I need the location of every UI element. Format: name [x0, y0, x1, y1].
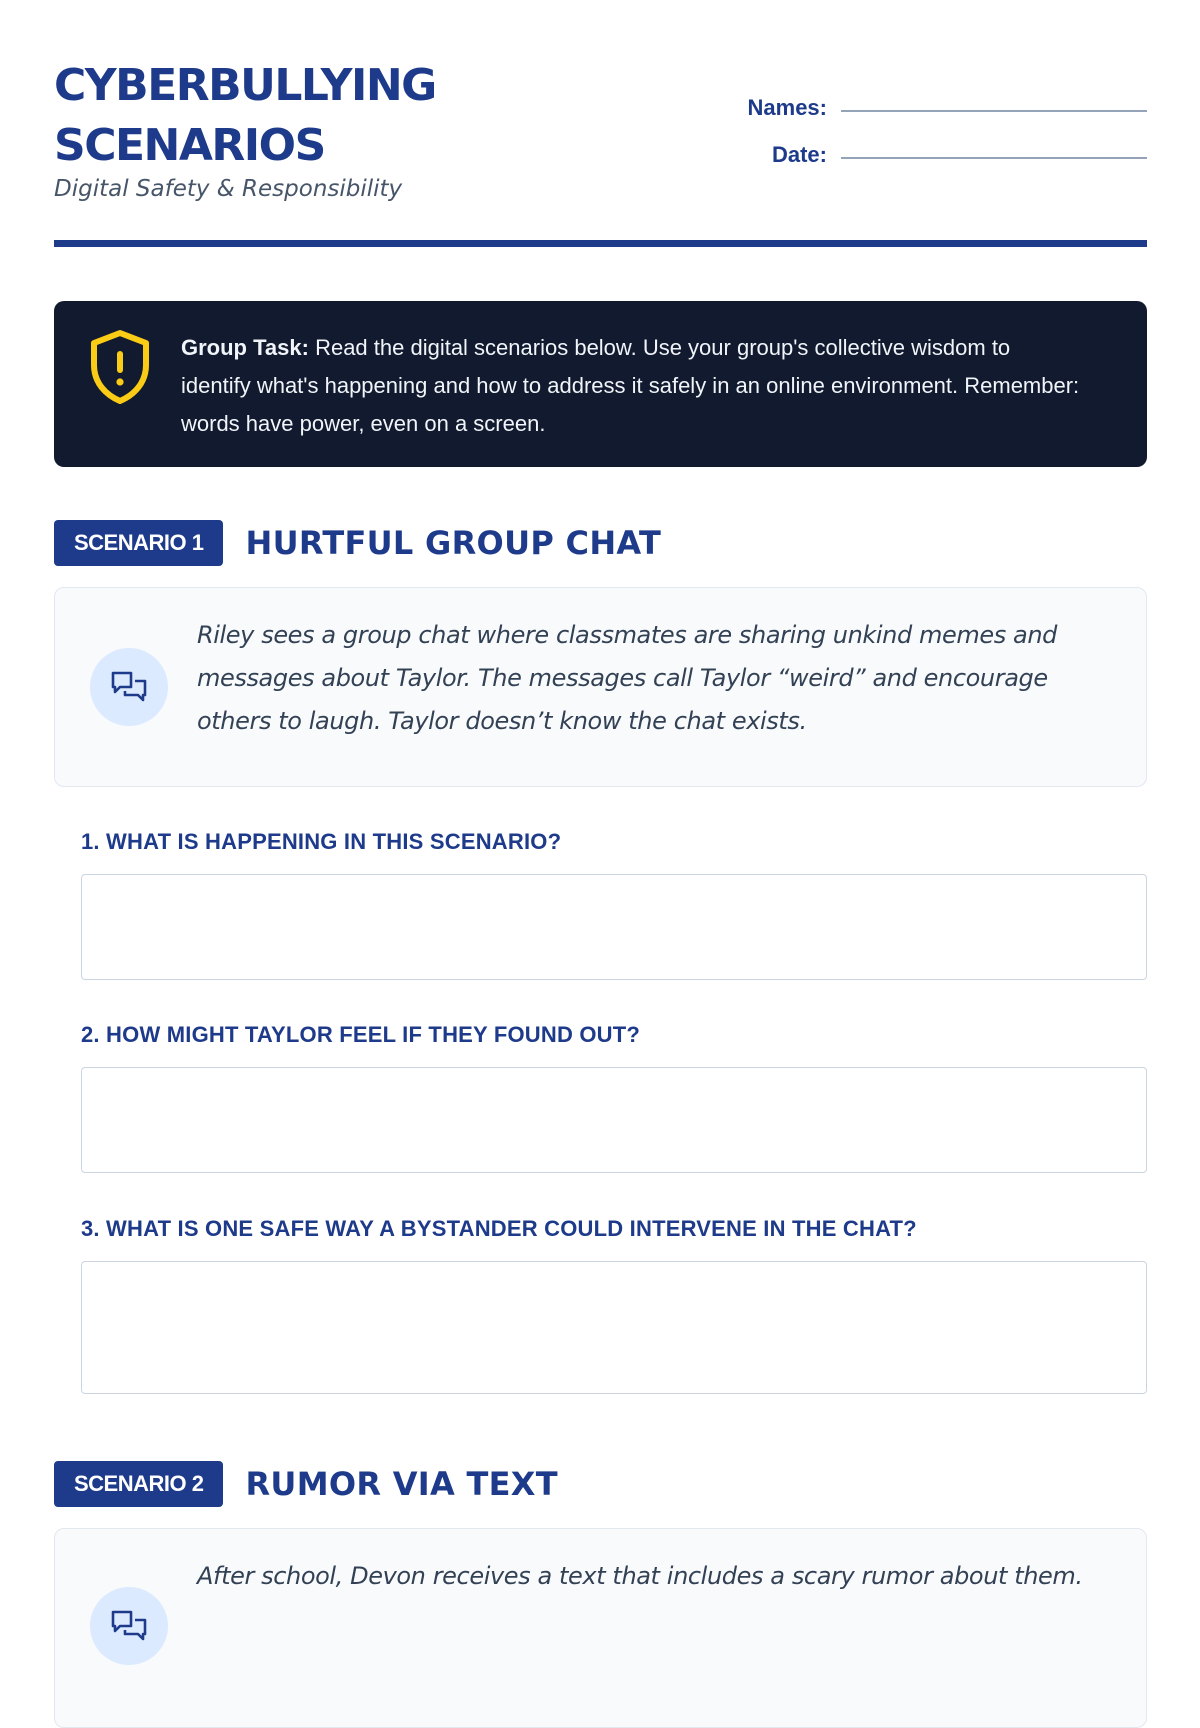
scenario-title: RUMOR VIA TEXT — [245, 1465, 558, 1503]
header-divider — [54, 240, 1147, 247]
question-label: 2. HOW MIGHT TAYLOR FEEL IF THEY FOUND OUT? — [81, 1022, 641, 1047]
group-task-lead: Group Task: — [181, 335, 309, 360]
page-title: CYBERBULLYING SCENARIOS — [54, 60, 436, 171]
scenario-description: After school, Devon receives a text that includes a scary rumor about them. — [197, 1562, 1083, 1590]
scenario-2-card — [54, 1528, 1147, 1728]
date-label: Date: — [771, 142, 827, 167]
scenario-badge: SCENARIO 2 — [54, 1461, 223, 1507]
worksheet-header — [54, 0, 1147, 249]
scenario-1-header — [54, 520, 661, 566]
date-field[interactable] — [841, 157, 1147, 159]
chat-bubbles-icon — [109, 1606, 149, 1646]
date-row — [727, 141, 1147, 169]
chat-bubbles-icon — [109, 667, 149, 707]
names-row — [727, 94, 1147, 122]
shield-exclamation-icon — [88, 329, 152, 405]
group-task-text — [181, 329, 1081, 443]
answer-box[interactable] — [81, 1261, 1147, 1394]
scenario-title: HURTFUL GROUP CHAT — [245, 524, 662, 562]
answer-box[interactable] — [81, 874, 1147, 980]
scenario-description: Riley sees a group chat where classmates are sharing unkind memes and messages about Taylor. The messages call Taylor “weird” and encourage others to laugh. Taylor doesn’t know the chat exists. — [197, 621, 1058, 735]
page-subtitle: Digital Safety & Responsibility — [54, 176, 403, 202]
scenario-1-card — [54, 587, 1147, 787]
name-date-fields — [727, 94, 1147, 188]
names-field[interactable] — [841, 110, 1147, 112]
group-task-banner — [54, 301, 1147, 467]
group-task-body: Read the digital scenarios below. Use your group's collective wisdom to identify what's happening and how to address it safely in an online environment. Remember: words have power, even on a screen. — [181, 335, 1080, 436]
scenario-icon-circle — [90, 648, 168, 726]
answer-box[interactable] — [81, 1067, 1147, 1173]
question-label: 3. WHAT IS ONE SAFE WAY A BYSTANDER COULD INTERVENE IN THE CHAT? — [81, 1216, 917, 1241]
scenario-2-header — [54, 1461, 558, 1507]
question-label: 1. WHAT IS HAPPENING IN THIS SCENARIO? — [81, 829, 562, 854]
scenario-badge: SCENARIO 1 — [54, 520, 223, 566]
scenario-icon-circle — [90, 1587, 168, 1665]
names-label: Names: — [747, 95, 827, 120]
worksheet-page — [54, 0, 1147, 1590]
